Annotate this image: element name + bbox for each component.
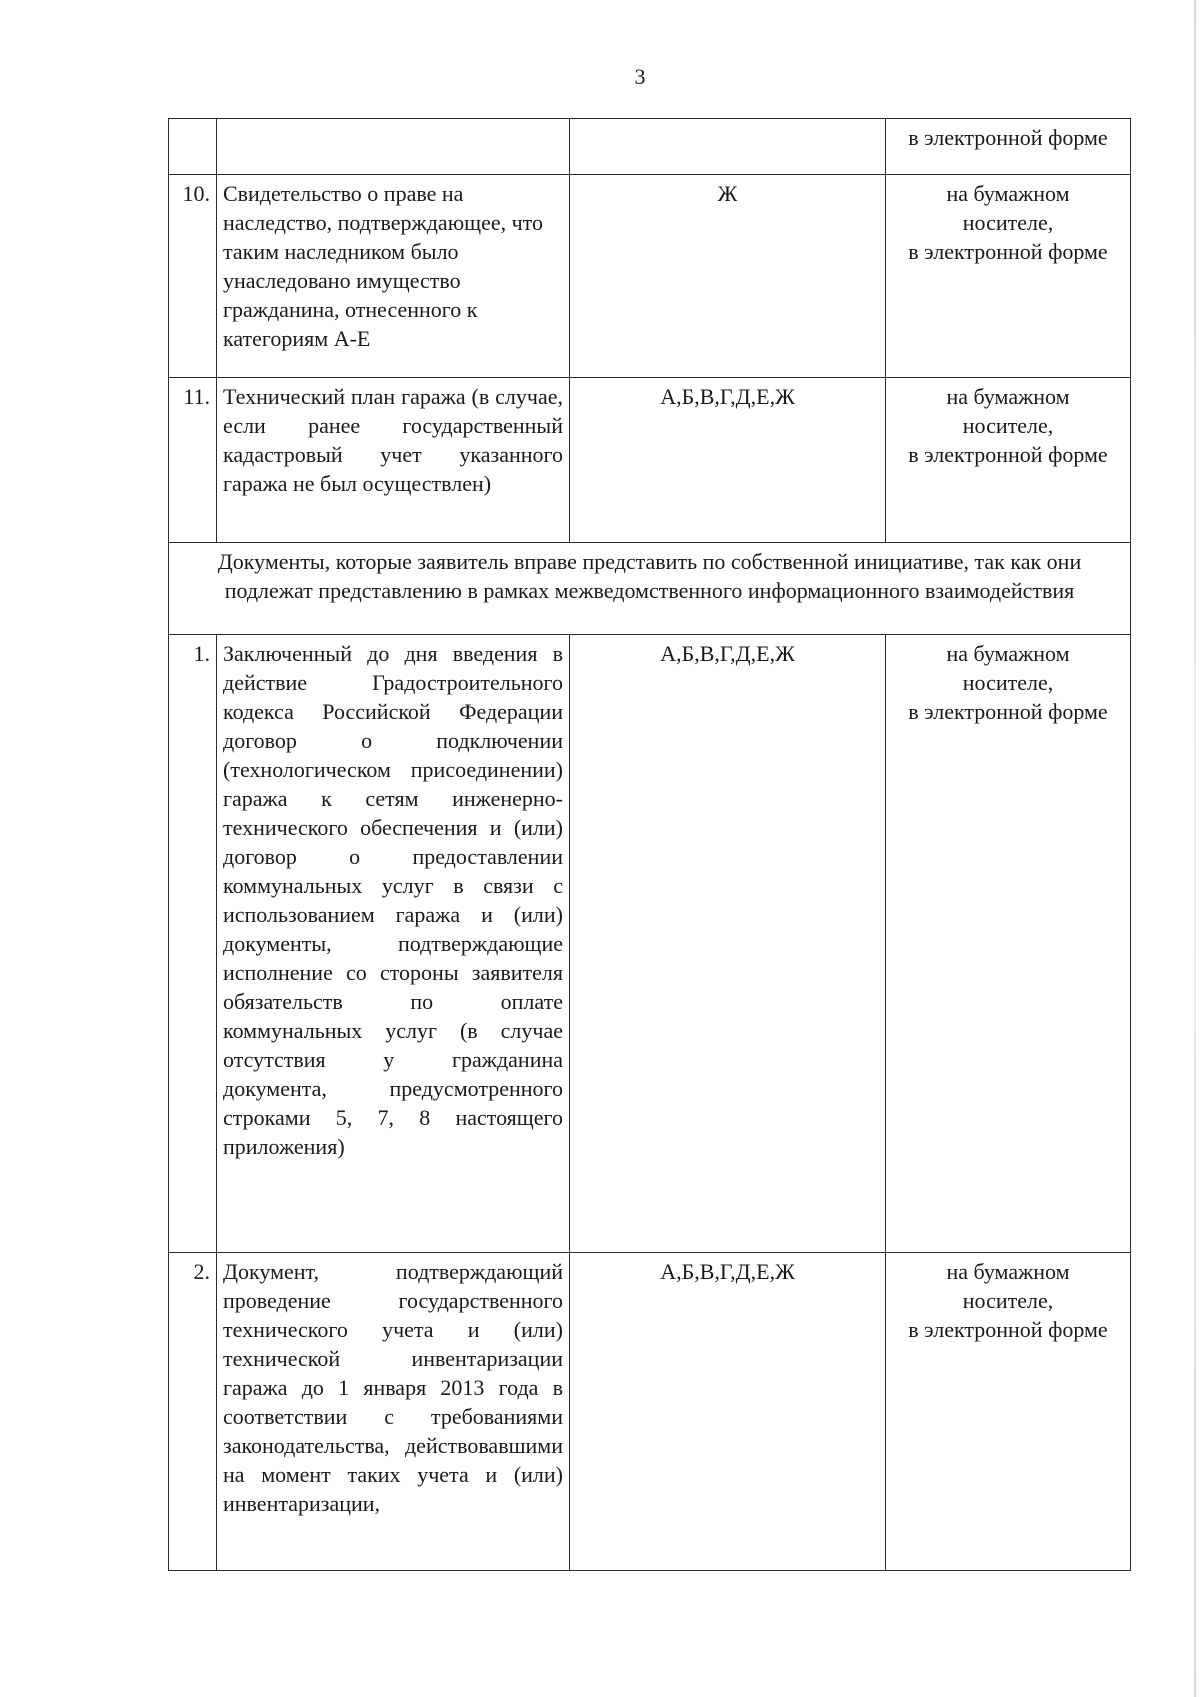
row-categories: А,Б,В,Г,Д,Е,Ж <box>570 1253 886 1571</box>
form-line: на бумажном <box>946 384 1070 409</box>
section-header-row <box>169 543 1131 635</box>
table-row <box>169 635 1131 1253</box>
page-number: 3 <box>634 64 646 89</box>
row-categories: Ж <box>570 175 886 378</box>
row-submission-form <box>886 378 1131 543</box>
row-submission-form: в электронной форме <box>886 119 1131 175</box>
table-row <box>169 1253 1131 1571</box>
table-row <box>169 175 1131 378</box>
form-line: носителе, <box>962 413 1054 438</box>
row-number: 10. <box>169 175 217 378</box>
row-description: Заключенный до дня введения в действие Градостроительного кодекса Российской Федерации договор о подключении (технологическом присоединении) гаража к сетям инженерно-технического обеспечения и (или) договор о предоставлении коммунальных услуг в связи с использованием гаража и (или) документы, подтверждающие исполнение со стороны заявителя обязательств по оплате коммунальных услуг (в случае отсутствия у гражданина документа, предусмотренного строками 5, 7, 8 настоящего приложения) <box>217 635 570 1253</box>
form-line: в электронной форме <box>908 1317 1108 1342</box>
form-line: носителе, <box>962 1288 1054 1313</box>
form-line: на бумажном <box>946 641 1070 666</box>
row-description: Технический план гаража (в случае, если ранее государственный кадастровый учет указанного гаража не был осуществлен) <box>217 378 570 543</box>
form-line: носителе, <box>962 670 1054 695</box>
table-row-continuation <box>169 119 1131 175</box>
row-number <box>169 119 217 175</box>
row-submission-form <box>886 635 1131 1253</box>
form-line: на бумажном <box>946 1259 1070 1284</box>
form-line: в электронной форме <box>908 699 1108 724</box>
section-header: Документы, которые заявитель вправе представить по собственной инициативе, так как они подлежат представлению в рамках межведомственного информационного взаимодействия <box>169 543 1131 635</box>
documents-table <box>168 118 1131 1571</box>
scan-edge-shadow <box>1194 0 1196 1697</box>
row-categories: А,Б,В,Г,Д,Е,Ж <box>570 635 886 1253</box>
form-line: в электронной форме <box>908 442 1108 467</box>
row-number: 1. <box>169 635 217 1253</box>
table-row <box>169 378 1131 543</box>
row-categories: А,Б,В,Г,Д,Е,Ж <box>570 378 886 543</box>
row-number: 11. <box>169 378 217 543</box>
row-number: 2. <box>169 1253 217 1571</box>
row-description: Свидетельство о праве на наследство, подтверждающее, что таким наследником было унаследовано имущество гражданина, отнесенного к категориям А-Е <box>217 175 570 378</box>
row-categories <box>570 119 886 175</box>
row-description <box>217 119 570 175</box>
form-line: носителе, <box>962 210 1054 235</box>
row-description: Документ, подтверждающий проведение государственного технического учета и (или) технической инвентаризации гаража до 1 января 2013 года в соответствии с требованиями законодательства, действовавшими на момент таких учета и (или) инвентаризации, <box>217 1253 570 1571</box>
row-submission-form <box>886 1253 1131 1571</box>
row-submission-form <box>886 175 1131 378</box>
form-line: в электронной форме <box>908 239 1108 264</box>
form-line: на бумажном <box>946 181 1070 206</box>
